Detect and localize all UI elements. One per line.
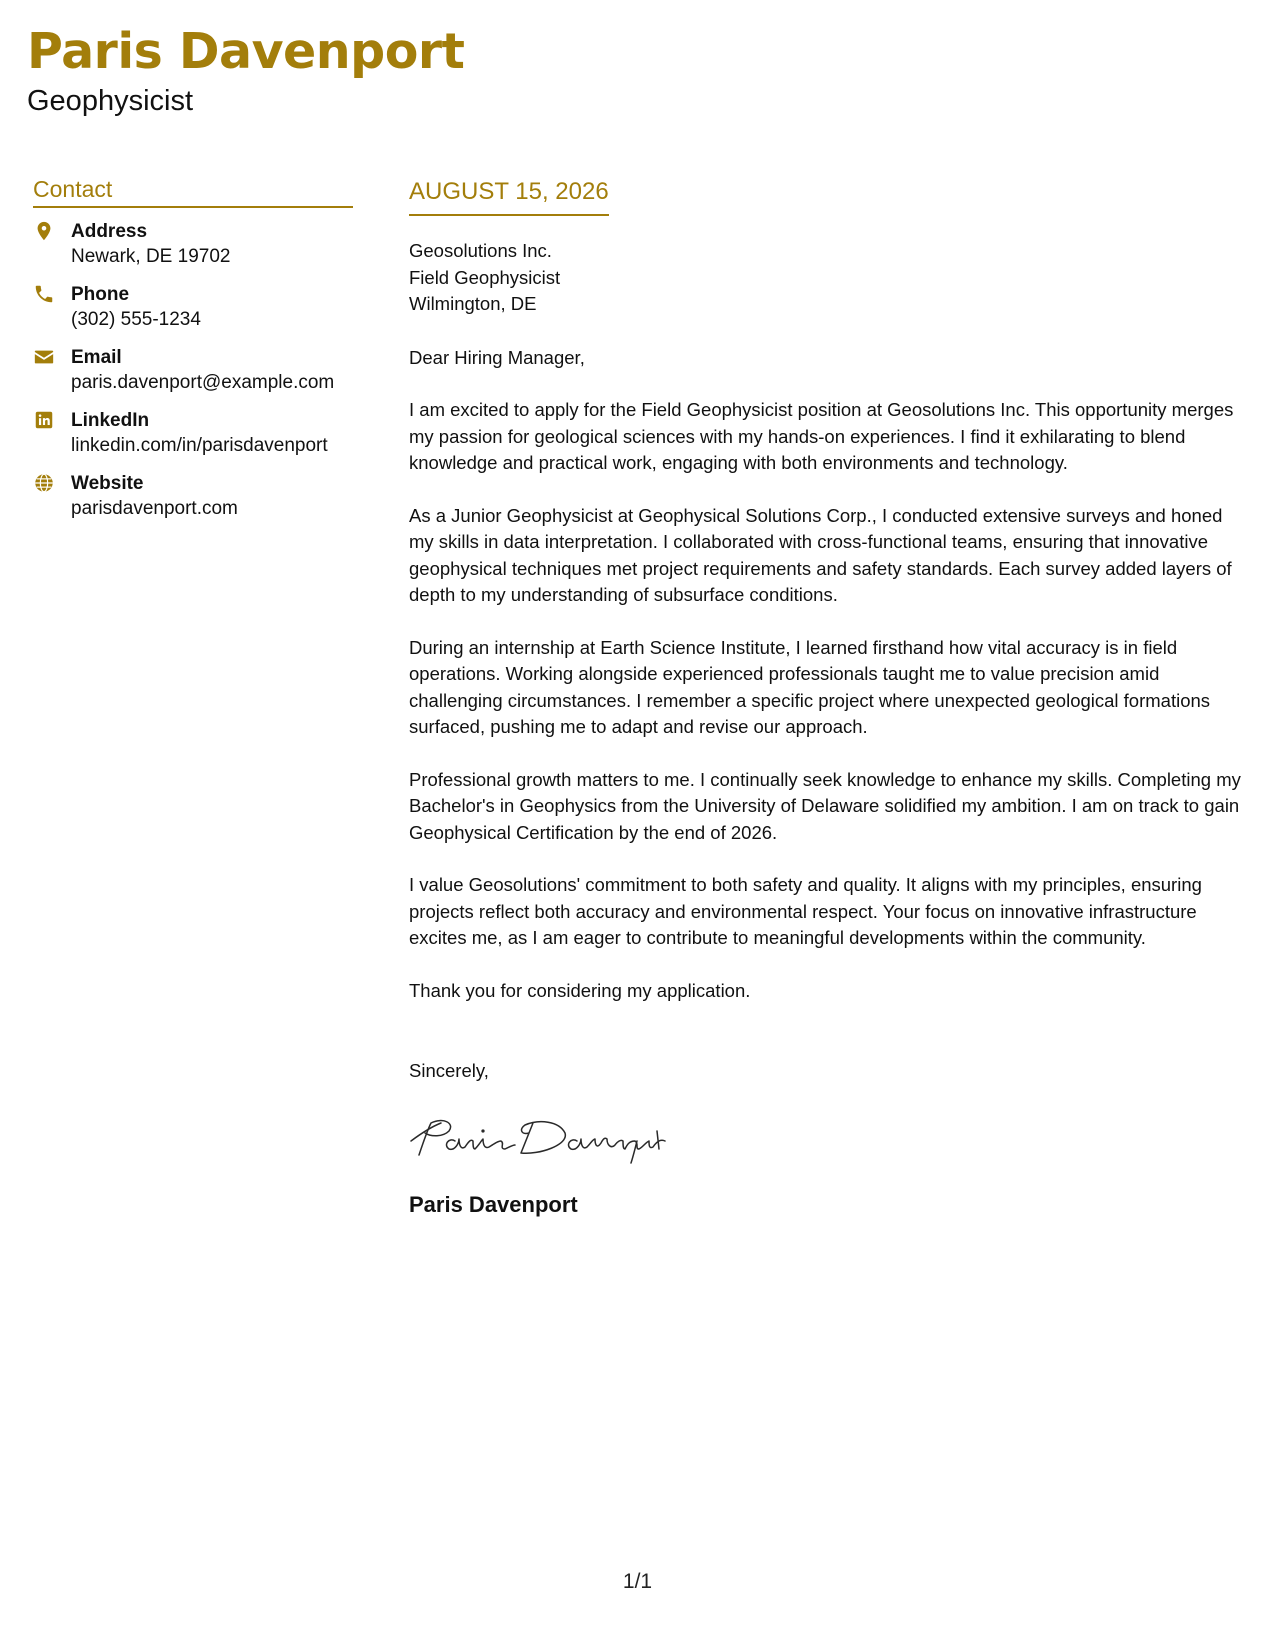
contact-email — [33, 346, 353, 409]
linkedin-icon — [33, 409, 55, 431]
contact-phone — [33, 283, 353, 346]
contact-value-website[interactable]: parisdavenport.com — [71, 498, 238, 519]
contact-label-linkedin: LinkedIn — [71, 410, 150, 431]
contact-linkedin — [33, 409, 353, 472]
paragraph: Professional growth matters to me. I continually seek knowledge to enhance my skills. Completing my Bachelor's in Geophysics from the University of Delaware solidified my ambition. I am on track to gain Geophysical Certification by the end of 2026. — [409, 768, 1241, 843]
envelope-icon — [33, 346, 55, 368]
contact-heading: Contact — [33, 175, 353, 208]
contact-value-email[interactable]: paris.davenport@example.com — [71, 372, 335, 393]
recipient-company: Geosolutions Inc. — [409, 240, 552, 261]
contact-label-website: Website — [71, 473, 144, 494]
contact-list — [33, 220, 353, 535]
letter-body — [409, 178, 1249, 1219]
closing: Sincerely, — [409, 1060, 489, 1081]
contact-value-phone: (302) 555-1234 — [71, 309, 201, 330]
paragraph: During an internship at Earth Science Institute, I learned firsthand how vital accuracy is in field operations. Working alongside experienced professionals taught me to value precision amid challenging circumstances. I remember a specific project where unexpected geological formations surfaced, pushing me to adapt and revise our approach. — [409, 636, 1211, 737]
paragraph: Thank you for considering my application. — [409, 979, 751, 1001]
paragraph: As a Junior Geophysicist at Geophysical Solutions Corp., I conducted extensive surveys and honed my skills in data interpretation. I collaborated with cross-functional teams, ensuring that innovative geophysical techniques met project requirements and safety standards. Each survey added layers of depth to my understanding of subsurface conditions. — [409, 504, 1232, 605]
contact-website — [33, 472, 353, 535]
contact-value-address: Newark, DE 19702 — [71, 246, 231, 267]
paragraph: I value Geosolutions' commitment to both safety and quality. It aligns with my principles, ensuring projects reflect both accuracy and environmental respect. Your focus on innovative infrastructure excites me, as I am eager to contribute to meaningful developments within the community. — [409, 874, 1202, 948]
recipient-location: Wilmington, DE — [409, 293, 537, 314]
salutation: Dear Hiring Manager, — [409, 346, 585, 368]
contact-address — [33, 220, 353, 283]
letter-date: AUGUST 15, 2026 — [409, 178, 609, 216]
contact-sidebar — [33, 175, 353, 535]
candidate-role: Geophysicist — [27, 85, 194, 117]
handwritten-signature — [409, 1115, 669, 1165]
contact-label-email: Email — [71, 347, 122, 368]
contact-label-phone: Phone — [71, 284, 130, 305]
phone-icon — [33, 283, 55, 305]
globe-icon — [33, 472, 55, 494]
contact-label-address: Address — [71, 221, 148, 242]
contact-value-linkedin[interactable]: linkedin.com/in/parisdavenport — [71, 435, 328, 456]
candidate-name: Paris Davenport — [27, 23, 465, 80]
page-number: 1/1 — [622, 1570, 653, 1593]
recipient-block — [409, 238, 1249, 318]
paragraph: I am excited to apply for the Field Geophysicist position at Geosolutions Inc. This opportunity merges my passion for geological sciences with my hands-on experiences. I find it exhilarating to blend knowledge and practical work, engaging with both environments and technology. — [409, 399, 1234, 473]
recipient-position: Field Geophysicist — [409, 266, 561, 288]
signer-name: Paris Davenport — [409, 1191, 578, 1217]
map-pin-icon — [33, 220, 55, 242]
